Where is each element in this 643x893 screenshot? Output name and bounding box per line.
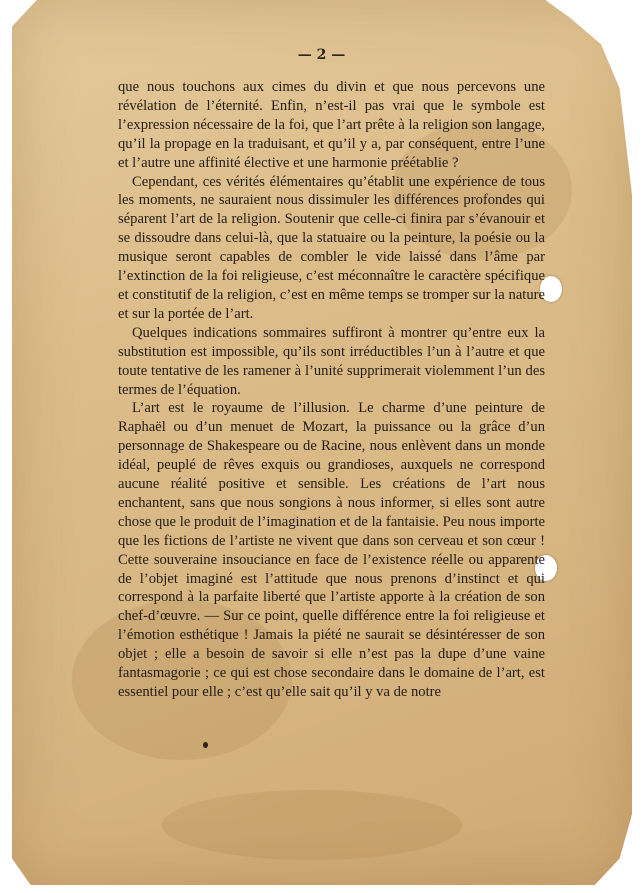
paragraph: Quelques indications sommaires suffiront à montrer qu’entre eux la substitution est impossible, qu’ils sont irréductibles l’un à l’autre et que toute tentative de les ramener à l’unité supprimerait violemment l’un des termes de l’équation. [118, 324, 545, 398]
ink-dot [203, 742, 208, 748]
paragraph: L’art est le royaume de l’illusion. Le charme d’une peinture de Raphaël ou d’un menuet de Mozart, la puissance ou la grâce d’un personnage de Shakespeare ou de Racine, nous enlèvent dans un monde idéal, peuplé de rêves exquis ou grandioses, auxquels ne correspond aucune réalité positive et sensible. Les créations de l’art nous enchantent, sans que nous songions à nous informer, si elles sont autre chose que le produit de l’imagination et de la fantaisie. Peu nous importe que les fictions de l’artiste ne vivent que dans son cerveau et son cœur ! Cette souveraine insouciance en face de l’existence réelle ou apparente de l’objet imaginé est l’attitude que nous prenons d’instinct et qui correspond à la parfaite liberté que l’artiste apporte à la création de son chef-d’œuvre. — Sur ce point, quelle différence entre la foi religieuse et l’émotion esthétique ! Jamais la piété ne saurait se désintéresser de son objet ; elle a besoin de savoir si elle n’est pas la dupe d’une vaine fantasmagorie ; ce qui est chose secondaire dans le domaine de l’art, est essentiel pour elle ; c’est qu’elle sait qu’il y va de notre [118, 400, 545, 700]
body-text [118, 78, 545, 702]
page-number: — 2 — [297, 47, 346, 63]
paragraph: que nous touchons aux cimes du divin et que nous percevons une révélation de l’éternité. Enfin, n’est-il pas vrai que le symbole est l’expression nécessaire de la foi, que l’art prête à la religion son langage, qu’il la propage en la traduisant, et qu’il y a, par conséquent, entre l’une et l’autre une affinité élective et une harmonie préétablie ? [118, 79, 545, 171]
paper-stain [162, 790, 462, 860]
paragraph: Cependant, ces vérités élémentaires qu’établit une expérience de tous les moments, ne sauraient nous dissimuler les différences profondes qui séparent l’art de la religion. Soutenir que celle-ci finira par s’évanouir et se dissoudre dans celui-là, que la statuaire ou la peinture, la poésie ou la musique seront capables de combler le vide laissé dans l’âme par l’extinction de la foi religieuse, c’est méconnaître le caractère spécifique et constitutif de la religion, c’est en même temps se tromper sur la nature et sur la portée de l’art. [118, 173, 545, 322]
